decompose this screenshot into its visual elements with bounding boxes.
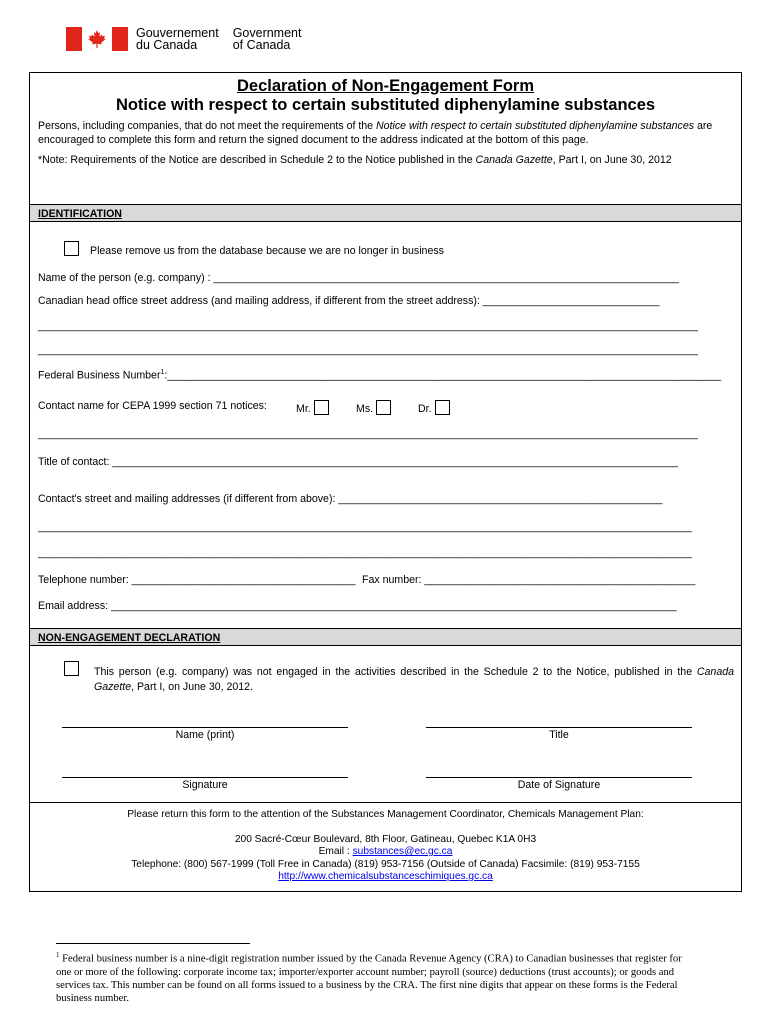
declaration-statement: This person (e.g. company) was not engaged in the activities described in the Schedule 2 to the Notice, published in the Canada Gazette, Part I, on June 30, 2012.: [94, 666, 734, 693]
return-address: 200 Sacré-Cœur Boulevard, 8th Floor, Gatineau, Quebec K1A 0H3: [234, 833, 537, 845]
non-engagement-checkbox[interactable]: [64, 661, 79, 676]
contact-name-label: Contact name for CEPA 1999 section 71 notices:: [38, 400, 267, 412]
address-line-2-field[interactable]: ________________________________________________________________________________________________________________: [38, 320, 698, 332]
form-subtitle: Notice with respect to certain substituted diphenylamine substances: [115, 96, 656, 114]
email-link[interactable]: substances@ec.gc.ca: [352, 846, 453, 857]
gov-en-wordmark: Government of Canada: [232, 26, 302, 52]
contact-address-line-3-field[interactable]: _______________________________________________________________________________________________________________: [38, 547, 692, 559]
return-email: Email : substances@ec.gc.ca: [318, 846, 453, 857]
dr-checkbox[interactable]: [435, 400, 450, 415]
telephone-field[interactable]: Telephone number: ______________________________________: [38, 574, 356, 586]
footnote-ref: 1: [160, 369, 165, 376]
footnote-divider: [56, 943, 250, 944]
note-text: *Note: Requirements of the Notice are described in Schedule 2 to the Notice published in the Canada Gazette, Part I, on June 30, 2012: [38, 154, 672, 166]
ms-checkbox[interactable]: [376, 400, 391, 415]
gov-fr-wordmark: Gouvernement du Canada: [136, 26, 219, 52]
website-link[interactable]: http://www.chemicalsubstanceschimiques.gc.ca: [278, 871, 493, 882]
contact-address-line-2-field[interactable]: _______________________________________________________________________________________________________________: [38, 521, 692, 533]
date-label: Date of Signature: [517, 779, 601, 791]
return-phone: Telephone: (800) 567-1999 (Toll Free in Canada) (819) 953-7156 (Outside of Canada) Facsimile: (819) 953-7155: [131, 858, 640, 870]
contact-address-field[interactable]: Contact's street and mailing addresses (if different from above): _______________________________________________________: [38, 493, 663, 505]
remove-from-database-label: Please remove us from the database because we are no longer in business: [90, 245, 444, 257]
name-print-label: Name (print): [175, 729, 235, 741]
federal-business-number-field[interactable]: Federal Business Number$^1$:______________________________________________________________________________________________: [38, 369, 722, 382]
intro-text: Persons, including companies, that do not meet the requirements of the Notice with respect to certain substituted diphenylamine substances are encouraged to complete this form and return the signed document to the address indicated at the bottom of this page.: [38, 120, 713, 146]
signature-line[interactable]: [62, 777, 348, 778]
canada-flag-icon: [66, 27, 128, 51]
declaration-form: [29, 72, 742, 892]
date-line[interactable]: [426, 777, 692, 778]
mr-option: Mr.: [296, 400, 329, 415]
ms-option: Ms.: [356, 400, 391, 415]
signature-label: Signature: [182, 779, 228, 791]
name-print-line[interactable]: [62, 727, 348, 728]
title-line[interactable]: [426, 727, 692, 728]
person-name-field[interactable]: Name of the person (e.g. company) : _______________________________________________________________________________: [38, 272, 679, 284]
mr-checkbox[interactable]: [314, 400, 329, 415]
return-instructions: [30, 802, 741, 891]
email-field[interactable]: Email address: ________________________________________________________________________________________________: [38, 600, 677, 612]
dr-option: Dr.: [418, 400, 450, 415]
fax-field[interactable]: Fax number: ______________________________________________: [362, 574, 696, 586]
identification-heading: IDENTIFICATION: [30, 204, 741, 222]
title-label: Title: [549, 729, 569, 741]
government-header: [66, 27, 301, 57]
footnote: $^1$ Federal business number is a nine-digit registration number issued by the Canada Revenue Agency (CRA) to Canadian businesses that register for one or more of the following: corporate income tax; importer/exporter account number; payroll (source) deductions (trust accounts); or goods and services tax. This number can be found on all forms issued to a business by the CRA. The first nine digits that appear on these forms is the Federal business number.: [56, 951, 682, 1004]
contact-title-field[interactable]: Title of contact: ________________________________________________________________________________________________: [38, 456, 678, 468]
contact-name-field[interactable]: ________________________________________________________________________________________________________________: [38, 428, 698, 440]
remove-from-database-checkbox[interactable]: [64, 241, 79, 256]
form-title: Declaration of Non-Engagement Form: [236, 77, 535, 95]
address-line-3-field[interactable]: ________________________________________________________________________________________________________________: [38, 344, 698, 356]
return-line: Please return this form to the attention of the Substances Management Coordinator, Chemicals Management Plan:: [127, 809, 644, 820]
head-office-address-field[interactable]: Canadian head office street address (and mailing address, if different from the street address): ______________________________: [38, 295, 660, 307]
declaration-heading: NON-ENGAGEMENT DECLARATION: [30, 628, 741, 646]
